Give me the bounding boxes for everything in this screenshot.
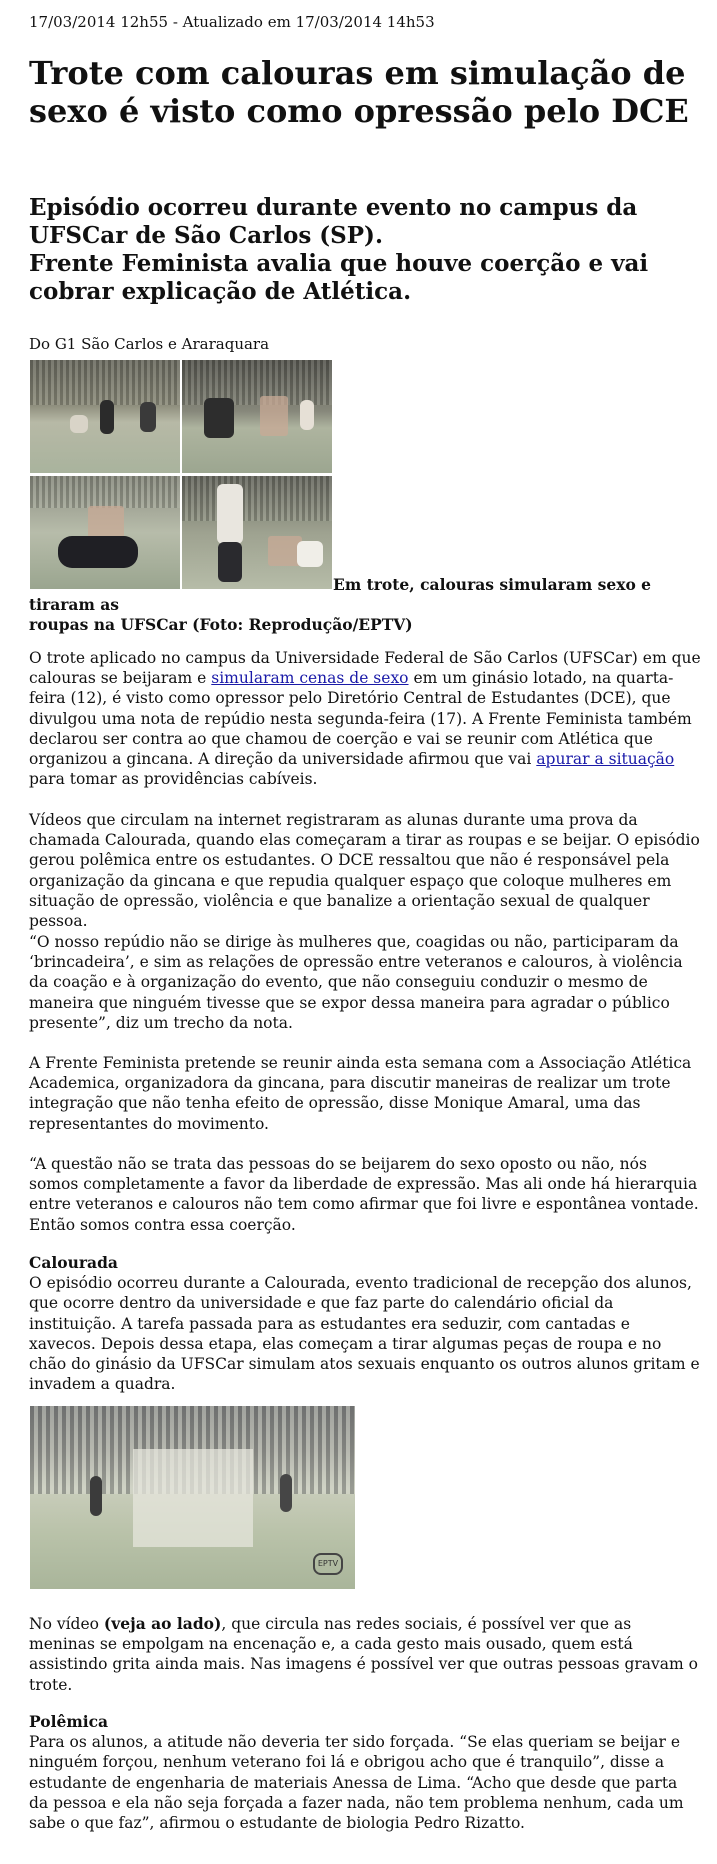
section-calourada bbox=[29, 1253, 701, 1394]
headline: Trote com calouras em simulação de sexo é visto como opressão pelo DCE bbox=[29, 54, 689, 130]
photo-caption-part-1: Em trote, calouras simularam sexo e tiraram as bbox=[29, 575, 652, 614]
paragraph-4: A Frente Feminista pretende se reunir ainda esta semana com a Associação Atlética Academica, organizadora da gincana, para discutir maneiras de realizar um trote integração que não tenha efeito de opressão, disse Monique Amaral, uma das representantes do movimento. bbox=[29, 1054, 692, 1133]
subhead-line-1: Episódio ocorreu durante evento no campus da UFSCar de São Carlos (SP). bbox=[29, 194, 638, 249]
photo-collage bbox=[30, 360, 332, 589]
paragraph-6 bbox=[29, 1614, 701, 1695]
video-watermark: EPTV bbox=[313, 1553, 343, 1575]
section-text-polemica: Para os alunos, a atitude não deveria ter sido forçada. “Se elas queriam se beijar e ninguém forçou, nenhum veterano foi lá e obrigou acho que é tranquilo”, disse a estudante de engenharia de materiais Anessa de Lima. “Acho que desde que parta da pessoa e ela não seja forçada a fazer nada, não tem problema nenhum, cada um sabe o que faz”, afirmou o estudante de biologia Pedro Rizatto. bbox=[29, 1733, 684, 1833]
paragraph-5: “A questão não se trata das pessoas do se beijarem do sexo oposto ou não, nós somos completamente a favor da liberdade de expressão. Mas ali onde há hierarquia entre veteranos e calouros não tem como afirmar que foi livre e espontânea vontade. Então somos contra essa coerção. bbox=[29, 1155, 699, 1234]
section-polemica bbox=[29, 1712, 701, 1833]
paragraph-1 bbox=[29, 648, 701, 789]
section-title-calourada: Calourada bbox=[29, 1253, 118, 1272]
photo-caption-part-2: roupas na UFSCar (Foto: Reprodução/EPTV) bbox=[29, 615, 413, 634]
photo-caption bbox=[29, 575, 689, 635]
paragraph-6-text-b: , que circula nas redes sociais, é possível ver que as meninas se empolgam na encenação e, a cada gesto mais ousado, quem está assistindo grita ainda mais. Nas imagens é possível ver que outras pessoas gravam o trote. bbox=[29, 1615, 698, 1694]
link-simularam-cenas[interactable]: simularam cenas de sexo bbox=[211, 669, 409, 688]
paragraph-1-text-c: para tomar as providências cabíveis. bbox=[29, 770, 318, 789]
photo-tile-4 bbox=[182, 476, 332, 589]
section-text-calourada: O episódio ocorreu durante a Calourada, evento tradicional de recepção dos alunos, que ocorre dentro da universidade e que faz parte do calendário oficial da instituição. A tarefa passada para as estudantes era seduzir, com cantadas e xavecos. Depois dessa etapa, elas começam a tirar algumas peças de roupa e no chão do ginásio da UFSCar simulam atos sexuais enquanto os outros alunos gritam e invadem a quadra. bbox=[29, 1274, 700, 1394]
video-blur-mosaic bbox=[133, 1449, 253, 1547]
paragraph-1-text-b: em um ginásio lotado, na quarta-feira (12), é visto como opressor pelo Diretório Central de Estudantes (DCE), que divulgou uma nota de repúdio nesta segunda-feira (17). A Frente Feminista também declarou ser contra ao que chamou de coerção e vai se reunir com Atlética que organizou a gincana. A direção da universidade afirmou que vai bbox=[29, 669, 692, 769]
paragraph-3: “O nosso repúdio não se dirige às mulheres que, coagidas ou não, participaram da ‘brincadeira’, e sim as relações de opressão entre veteranos e calouros, à violência da coação e à organização do evento, que não conseguiu conduzir o mesmo de maneira que ninguém tivesse que se expor dessa maneira para agradar o público presente”, diz um trecho da nota. bbox=[29, 933, 683, 1032]
publish-dates: 17/03/2014 12h55 - Atualizado em 17/03/2014 14h53 bbox=[29, 13, 435, 31]
byline: Do G1 São Carlos e Araraquara bbox=[29, 335, 270, 353]
paragraph-6-text-a: No vídeo bbox=[29, 1615, 104, 1633]
paragraph-1-text-a: O trote aplicado no campus da Universidade Federal de São Carlos (UFSCar) em que calouras se beijaram e bbox=[29, 649, 701, 688]
paragraph-2: Vídeos que circulam na internet registraram as alunas durante uma prova da chamada Calourada, quando elas começaram a tirar as roupas e se beijar. O episódio gerou polêmica entre os estudantes. O DCE ressaltou que não é responsável pela organização da gincana e que repudia qualquer espaço que coloque mulheres em situação de opressão, violência e que banalize a orientação sexual de qualquer pessoa. bbox=[29, 811, 700, 931]
photo-tile-1 bbox=[30, 360, 180, 473]
photo-tile-3 bbox=[30, 476, 180, 589]
video-thumbnail[interactable] bbox=[30, 1406, 355, 1589]
photo-tile-2 bbox=[182, 360, 332, 473]
link-apurar-situacao[interactable]: apurar a situação bbox=[536, 750, 675, 769]
subhead-line-2: Frente Feminista avalia que houve coerção e vai cobrar explicação de Atlética. bbox=[29, 250, 649, 305]
section-title-polemica: Polêmica bbox=[29, 1712, 109, 1731]
subheadline bbox=[29, 194, 699, 306]
paragraph-6-bold: (veja ao lado) bbox=[103, 1614, 222, 1633]
